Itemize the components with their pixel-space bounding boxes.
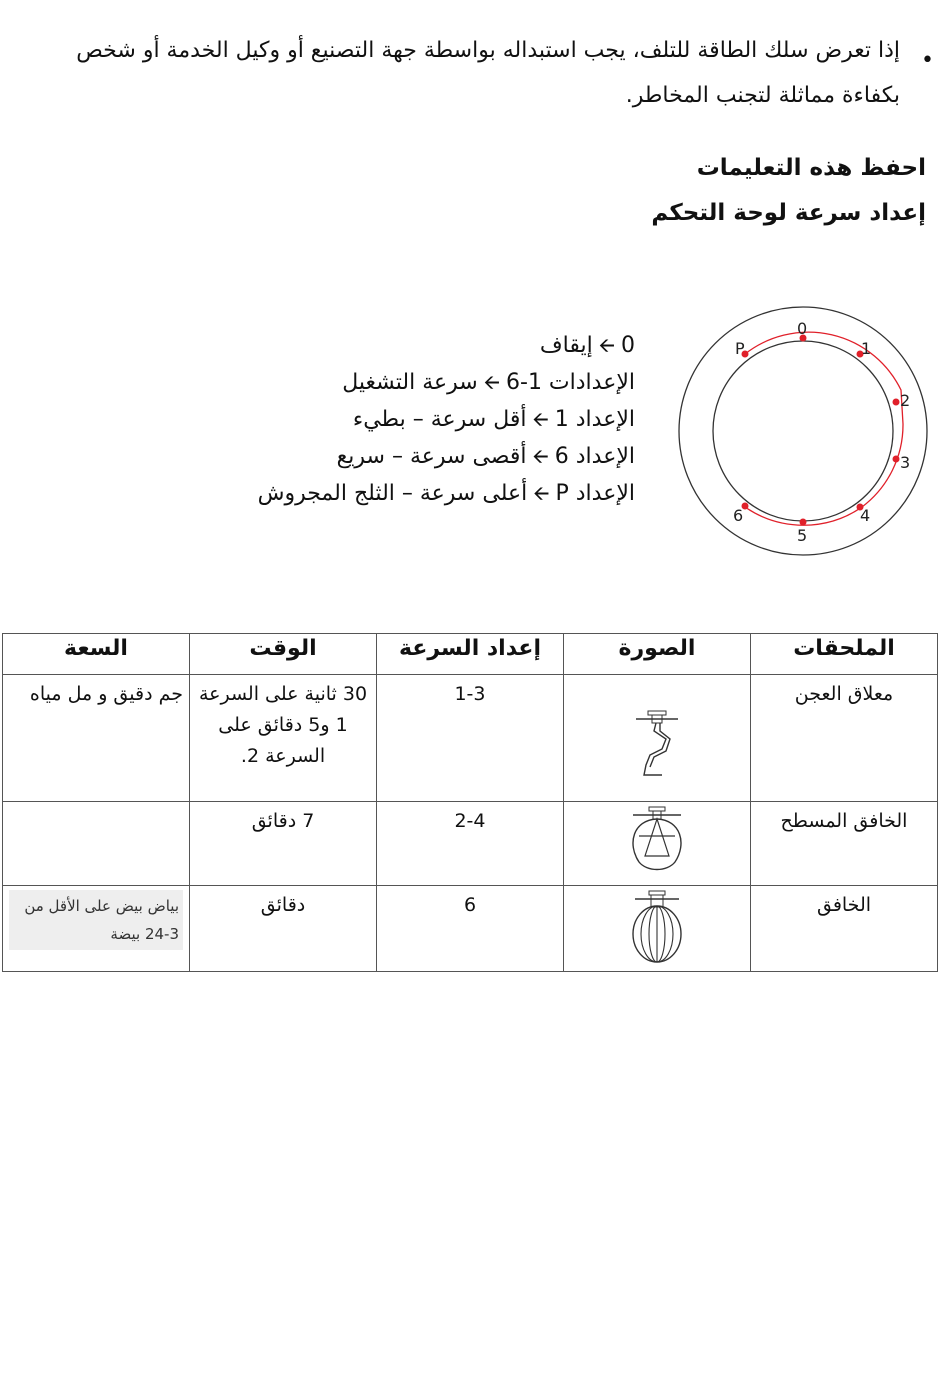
- dial-label-6: 6: [733, 506, 744, 525]
- arrow-left-icon: 🡨: [532, 407, 549, 431]
- time-value: 30 ثانية على السرعة 1 و5 دقائق على السرعة 2.: [190, 675, 377, 802]
- speed-item: الإعداد 6🡨أقصى سرعة – سريع: [258, 438, 635, 475]
- dial-label-1: 1: [861, 339, 872, 358]
- accessories-table: [2, 633, 938, 972]
- dial-label-5: 5: [797, 526, 808, 545]
- speed-item: 0🡨إيقاف: [258, 327, 635, 364]
- speed-value: 2-4: [377, 802, 564, 886]
- capacity-cell: [3, 886, 190, 972]
- table-header-row: [3, 634, 938, 675]
- dial-arc: [745, 332, 903, 525]
- arrow-left-icon: 🡨: [533, 481, 550, 505]
- arrow-left-icon: 🡨: [483, 370, 500, 394]
- table-row: [3, 802, 938, 886]
- accessory-name: معلاق العجن: [751, 675, 938, 802]
- accessory-image: [564, 675, 751, 802]
- flat-beater-icon: [625, 806, 689, 876]
- arrow-left-icon: 🡨: [532, 444, 549, 468]
- save-instructions-heading: احفظ هذه التعليمات: [696, 155, 926, 181]
- dial-inner-ring: [713, 341, 893, 521]
- speed-item: الإعداد 1🡨أقل سرعة – بطيء: [258, 401, 635, 438]
- dial-dots: [742, 335, 900, 526]
- dial-dot: [893, 399, 900, 406]
- bullet-dot: •: [921, 48, 934, 73]
- dough-hook-icon: [632, 709, 682, 789]
- accessory-image: [564, 802, 751, 886]
- capacity-value: جم دقيق و مل مياه: [3, 675, 190, 802]
- dial-label-p: P: [735, 339, 745, 358]
- capacity-value: بياض بيض على الأقل من 3-24 بيضة: [9, 890, 183, 950]
- speed-value: 1-3: [377, 675, 564, 802]
- dial-dot: [893, 456, 900, 463]
- dial-label-3: 3: [900, 453, 911, 472]
- accessory-name: الخافق المسطح: [751, 802, 938, 886]
- whisk-icon: [625, 890, 689, 966]
- dial-label-0: 0: [797, 319, 808, 338]
- time-value: 7 دقائق: [190, 802, 377, 886]
- col-image: الصورة: [564, 634, 751, 675]
- dial-outer-ring: [679, 307, 927, 555]
- safety-text: إذا تعرض سلك الطاقة للتلف، يجب استبداله بواسطة جهة التصنيع أو وكيل الخدمة أو شخص بكفاءة مماثلة لتجنب المخاطر.: [76, 38, 900, 108]
- dial-label-2: 2: [900, 391, 911, 410]
- accessory-name: الخافق: [751, 886, 938, 972]
- col-speed: إعداد السرعة: [377, 634, 564, 675]
- speed-value: 6: [377, 886, 564, 972]
- arrow-left-icon: 🡨: [598, 333, 615, 357]
- speed-dial: [672, 306, 934, 556]
- speed-item: الإعدادات 1-6🡨سرعة التشغيل: [258, 364, 635, 401]
- speed-settings-list: [258, 327, 635, 512]
- time-value: دقائق: [190, 886, 377, 972]
- col-time: الوقت: [190, 634, 377, 675]
- capacity-value: [3, 802, 190, 886]
- control-panel-speed-heading: إعداد سرعة لوحة التحكم: [651, 200, 926, 226]
- accessory-image: [564, 886, 751, 972]
- col-capacity: السعة: [3, 634, 190, 675]
- safety-note: [52, 28, 932, 118]
- dial-dot: [800, 519, 807, 526]
- table-row: [3, 886, 938, 972]
- dial-label-4: 4: [860, 506, 871, 525]
- speed-item: الإعداد P🡨أعلى سرعة – الثلج المجروش: [258, 475, 635, 512]
- table-row: [3, 675, 938, 802]
- col-accessories: الملحقات: [751, 634, 938, 675]
